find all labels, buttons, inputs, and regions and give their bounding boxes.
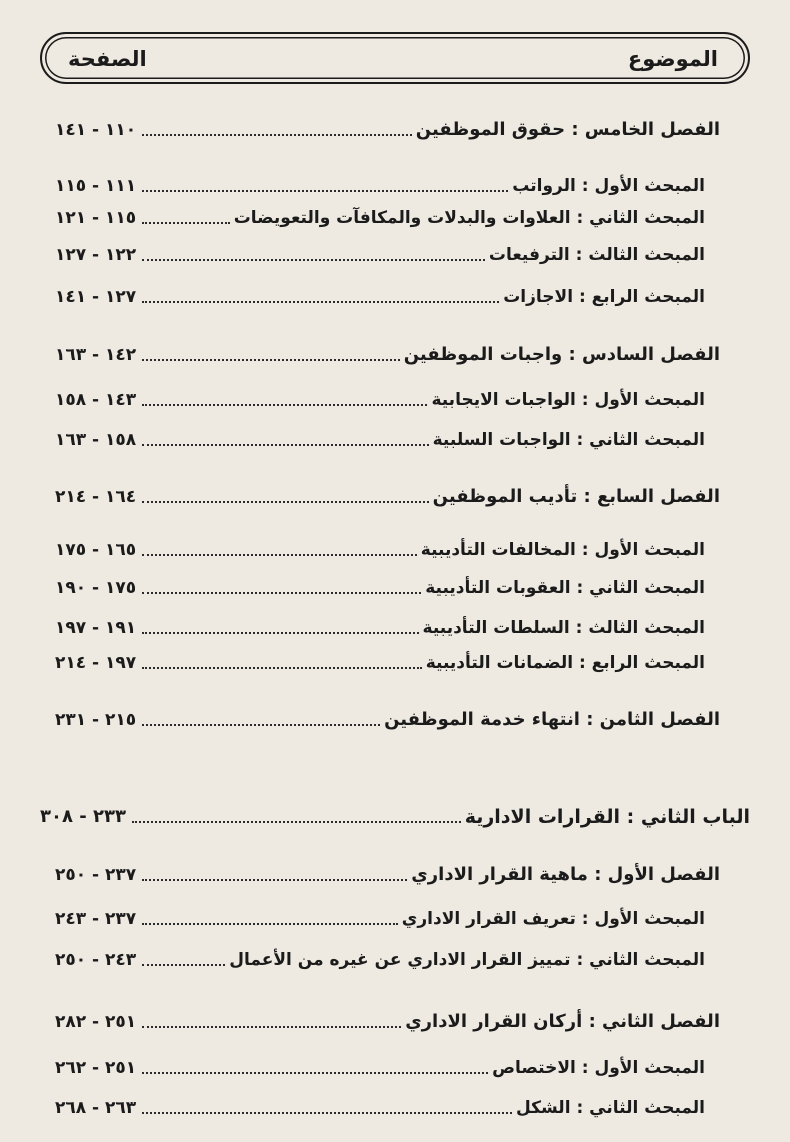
entry-pages: ٢٣٧ - ٢٤٣ — [55, 909, 137, 929]
entry-title: المبحث الرابع : الضمانات التأديبية — [425, 653, 705, 673]
dot-leader — [142, 554, 417, 556]
dot-leader — [142, 667, 422, 669]
dot-leader — [142, 592, 421, 594]
entry-pages: ٢٤٣ - ٢٥٠ — [55, 950, 137, 970]
entry-pages: ١٦٥ - ١٧٥ — [55, 540, 137, 560]
toc-entry — [55, 115, 720, 145]
entry-title: المبحث الثاني : تمييز القرار الاداري عن غيره من الأعمال — [229, 950, 705, 970]
toc-entry — [55, 282, 705, 312]
toc-entry — [55, 1053, 705, 1083]
dot-leader — [142, 632, 418, 634]
dot-leader — [142, 301, 499, 303]
entry-title: الباب الثاني : القرارات الادارية — [464, 806, 750, 828]
toc-entry — [55, 904, 705, 934]
entry-title: الفصل الثامن : انتهاء خدمة الموظفين — [384, 709, 720, 730]
dot-leader — [142, 359, 400, 361]
entry-title: الفصل الخامس : حقوق الموظفين — [415, 119, 720, 140]
entry-pages: ٢٣٣ - ٣٠٨ — [40, 806, 126, 827]
toc-entry — [55, 945, 705, 975]
toc-entry — [55, 425, 705, 455]
entry-pages: ١٩٧ - ٢١٤ — [55, 653, 137, 673]
toc-header — [40, 32, 750, 84]
toc-entry — [55, 340, 720, 370]
entry-title: الفصل الأول : ماهية القرار الاداري — [411, 864, 720, 885]
dot-leader — [142, 923, 398, 925]
entry-pages: ٢٥١ - ٢٨٢ — [55, 1012, 137, 1032]
page-column-label: الصفحة — [68, 47, 147, 71]
entry-pages: ١٢٧ - ١٤١ — [55, 287, 137, 307]
entry-title: الفصل الثاني : أركان القرار الاداري — [405, 1011, 720, 1032]
entry-pages: ٢٦٣ - ٢٦٨ — [55, 1098, 137, 1118]
dot-leader — [132, 821, 461, 823]
dot-leader — [142, 222, 230, 224]
toc-entry — [55, 860, 720, 890]
dot-leader — [142, 1112, 512, 1114]
dot-leader — [142, 501, 428, 503]
entry-title: المبحث الثالث : السلطات التأديبية — [422, 618, 705, 638]
dot-leader — [142, 879, 407, 881]
toc-entry — [55, 705, 720, 735]
dot-leader — [142, 724, 380, 726]
toc-entry — [40, 802, 750, 832]
dot-leader — [142, 404, 427, 406]
toc-entry — [55, 203, 705, 233]
entry-pages: ١٥٨ - ١٦٣ — [55, 430, 137, 450]
entry-pages: ١١٥ - ١٢١ — [55, 208, 137, 228]
toc-entry — [55, 535, 705, 565]
dot-leader — [142, 444, 428, 446]
entry-pages: ١٧٥ - ١٩٠ — [55, 578, 137, 598]
toc-entry — [55, 240, 705, 270]
entry-pages: ١١١ - ١١٥ — [55, 176, 137, 196]
entry-title: الفصل السابع : تأديب الموظفين — [432, 486, 720, 507]
entry-title: المبحث الأول : الاختصاص — [492, 1058, 705, 1078]
entry-title: المبحث الثاني : الشكل — [515, 1098, 705, 1118]
entry-title: المبحث الثاني : العلاوات والبدلات والمكافآت والتعويضات — [233, 208, 705, 228]
entry-title: المبحث الأول : الواجبات الايجابية — [431, 390, 705, 410]
entry-title: المبحث الأول : الرواتب — [512, 176, 705, 196]
toc-entry — [55, 1007, 720, 1037]
dot-leader — [142, 259, 485, 261]
toc-entry — [55, 482, 720, 512]
entry-title: المبحث الثاني : العقوبات التأديبية — [425, 578, 705, 598]
toc-entry — [55, 648, 705, 678]
entry-title: المبحث الثاني : الواجبات السلبية — [432, 430, 705, 450]
toc-entry — [55, 613, 705, 643]
entry-pages: ١٤٣ - ١٥٨ — [55, 390, 137, 410]
entry-pages: ١٦٤ - ٢١٤ — [55, 487, 137, 507]
entry-title: المبحث الثالث : الترفيعات — [488, 245, 705, 265]
entry-title: المبحث الرابع : الاجازات — [503, 287, 705, 307]
entry-title: الفصل السادس : واجبات الموظفين — [403, 344, 720, 365]
dot-leader — [142, 1026, 401, 1028]
entry-pages: ١٩١ - ١٩٧ — [55, 618, 137, 638]
toc-entry — [55, 1093, 705, 1123]
toc-entry — [55, 385, 705, 415]
dot-leader — [142, 1072, 488, 1074]
entry-title: المبحث الأول : المخالفات التأديبية — [420, 540, 705, 560]
subject-column-label: الموضوع — [627, 47, 718, 71]
dot-leader — [142, 190, 508, 192]
entry-pages: ٢٥١ - ٢٦٢ — [55, 1058, 137, 1078]
toc-entry — [55, 573, 705, 603]
entry-pages: ٢١٥ - ٢٣١ — [55, 710, 137, 730]
dot-leader — [142, 134, 412, 136]
toc-entry — [55, 171, 705, 201]
entry-pages: ١١٠ - ١٤١ — [55, 120, 137, 140]
entry-pages: ١٢٢ - ١٢٧ — [55, 245, 137, 265]
dot-leader — [142, 964, 225, 966]
entry-pages: ٢٣٧ - ٢٥٠ — [55, 865, 137, 885]
entry-title: المبحث الأول : تعريف القرار الاداري — [401, 909, 705, 929]
entry-pages: ١٤٢ - ١٦٣ — [55, 345, 137, 365]
